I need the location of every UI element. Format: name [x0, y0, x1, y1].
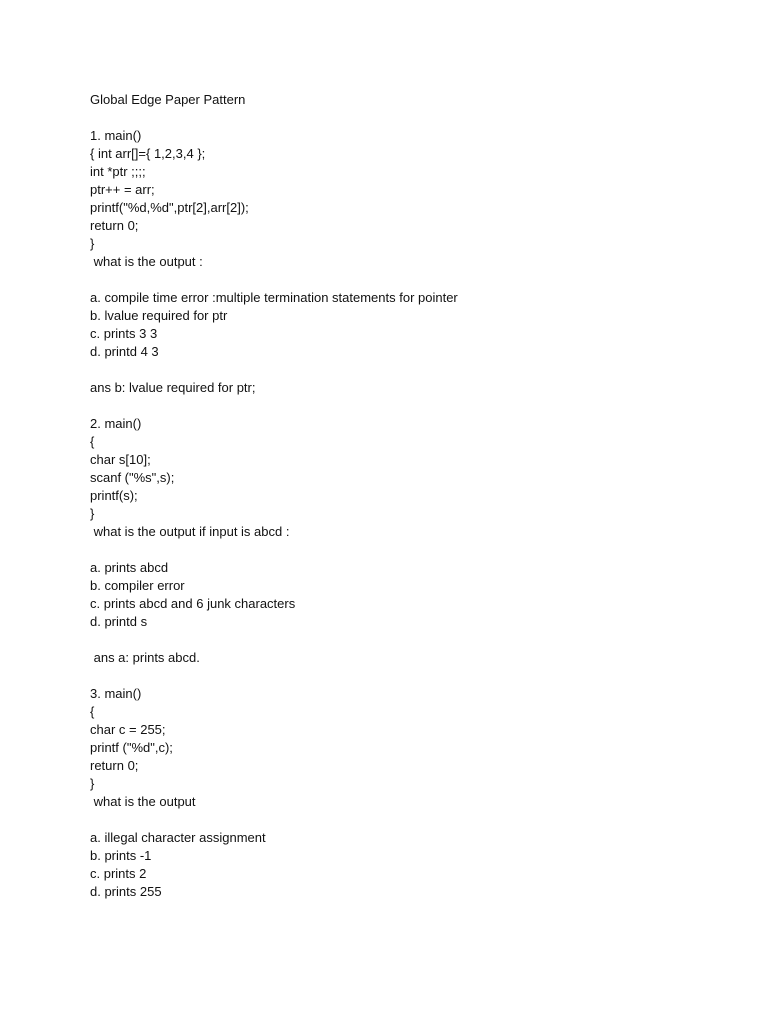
- question-prompt: what is the output :: [90, 254, 203, 269]
- spacer: [90, 541, 730, 559]
- code-line: char c = 255;: [90, 722, 166, 737]
- code-line: return 0;: [90, 758, 139, 773]
- option-d: d. prints 255: [90, 884, 162, 899]
- question-prompt: what is the output: [90, 794, 196, 809]
- code-line: 1. main(): [90, 128, 142, 143]
- answer-line: ans b: lvalue required for ptr;: [90, 380, 256, 395]
- option-c: c. prints 2: [90, 866, 147, 881]
- option-b: b. compiler error: [90, 578, 185, 593]
- spacer: [90, 667, 730, 685]
- code-line: }: [90, 506, 95, 521]
- question-3: [90, 685, 730, 901]
- option-d: d. printd s: [90, 614, 148, 629]
- option-b: b. lvalue required for ptr: [90, 308, 228, 323]
- code-line: 2. main(): [90, 416, 142, 431]
- code-line: 3. main(): [90, 686, 142, 701]
- spacer: [90, 109, 730, 127]
- document-title: Global Edge Paper Pattern: [90, 92, 246, 107]
- spacer: [90, 397, 730, 415]
- spacer: [90, 811, 730, 829]
- spacer: [90, 631, 730, 649]
- code-line: char s[10];: [90, 452, 151, 467]
- option-d: d. printd 4 3: [90, 344, 159, 359]
- code-line: printf("%d,%d",ptr[2],arr[2]);: [90, 200, 249, 215]
- option-c: c. prints abcd and 6 junk characters: [90, 596, 296, 611]
- code-line: { int arr[]={ 1,2,3,4 };: [90, 146, 206, 161]
- code-line: }: [90, 236, 95, 251]
- code-line: {: [90, 434, 95, 449]
- option-a: a. illegal character assignment: [90, 830, 266, 845]
- code-line: scanf ("%s",s);: [90, 470, 175, 485]
- code-line: int *ptr ;;;;: [90, 164, 146, 179]
- question-1: [90, 127, 730, 415]
- option-b: b. prints -1: [90, 848, 152, 863]
- option-a: a. prints abcd: [90, 560, 169, 575]
- option-c: c. prints 3 3: [90, 326, 158, 341]
- document-page: [90, 91, 730, 901]
- spacer: [90, 361, 730, 379]
- option-a: a. compile time error :multiple termination statements for pointer: [90, 290, 458, 305]
- code-line: ptr++ = arr;: [90, 182, 155, 197]
- spacer: [90, 271, 730, 289]
- code-line: {: [90, 704, 95, 719]
- code-line: return 0;: [90, 218, 139, 233]
- code-line: printf ("%d",c);: [90, 740, 173, 755]
- question-2: [90, 415, 730, 685]
- answer-line: ans a: prints abcd.: [90, 650, 200, 665]
- question-prompt: what is the output if input is abcd :: [90, 524, 290, 539]
- code-line: printf(s);: [90, 488, 138, 503]
- code-line: }: [90, 776, 95, 791]
